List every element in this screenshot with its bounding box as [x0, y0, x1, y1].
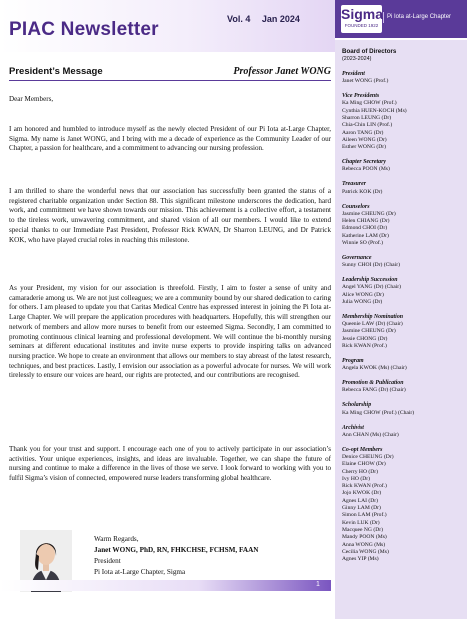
issue-info: [227, 14, 300, 24]
board-member: Rick KWAN (Prof.): [342, 343, 387, 350]
board-member: Ka Ming CHOW (Prof.): [342, 100, 397, 107]
signature-org: Pi Iota at-Large Chapter, Sigma: [94, 568, 186, 576]
board-member: Macquee NG (Dr): [342, 526, 384, 533]
board-member: Ka Ming CHOW (Prof.) (Chair): [342, 409, 415, 416]
board-member: Cherry HO (Dr): [342, 468, 379, 475]
board-member: Katherine LAM (Dr): [342, 232, 389, 239]
board-member: Patrick KOK (Dr): [342, 188, 383, 195]
board-group: [342, 380, 464, 395]
board-group-title: Scholarship: [342, 402, 372, 409]
board-member: Ann CHAN (Ms) (Chair): [342, 431, 399, 438]
board-member: Sunny CHOI (Dr) (Chair): [342, 262, 400, 269]
board-title: Board of Directors: [342, 48, 397, 55]
board-group: [342, 314, 464, 350]
heading-divider: [9, 80, 331, 81]
board-member: Jojo KWOK (Dr): [342, 490, 382, 497]
board-member: Rebecca POON (Ms): [342, 166, 390, 173]
paragraph-closing: Thank you for your trust and support. I encourage each one of you to actively participate in our association’s activities. Your unique experiences, insights, and ideas are invaluable. Together, we can shape the future of nursing and continue to make a difference in the lives of those we serve. I look forward to working with you to fulfil Sigma’s vision of connected, empowered nurse leaders transforming global healthcare.: [9, 445, 331, 483]
board-group: [342, 181, 464, 196]
issue-date: Jan 2024: [261, 14, 300, 24]
paragraph-charity: I am thrilled to share the wonderful news that our association has successfully been granted the status of a registered charitable organization under Section 88. This significant milestone underscores the dedication, hard work, and commitment we have shown towards our mission. This achievement is a collective effort, a testament to the tireless work, unwavering commitment, and shared vision of all our members. I would like to extend special thanks to our Immediate Past President, Professor Rick KWAN, Dr Sharron LEUNG, and Dr Patrick KOK, who have played crucial roles in reaching this milestone.: [9, 187, 331, 244]
message-heading: [9, 66, 331, 77]
board-group-title: Co-opt Members: [342, 446, 383, 453]
chapter-name: Pi Iota at-Large Chapter: [387, 14, 452, 20]
board-member: Angela KWOK (Ms) (Chair): [342, 365, 407, 372]
board-member: Rick KWAN (Prof.): [342, 483, 387, 490]
board-member: Ginny LAM (Dr): [342, 505, 381, 512]
board-member: Angel YANG (Dr) (Chair): [342, 284, 401, 291]
board-years: (2023-2024): [342, 56, 372, 62]
board-group-title: Promotion & Publication: [342, 380, 404, 387]
board-group: [342, 204, 464, 248]
board-group-title: Leadership Succession: [342, 277, 398, 284]
newsletter-title: PIAC Newsletter: [9, 19, 159, 40]
board-group: [342, 93, 464, 151]
board-group: [342, 255, 464, 270]
board-group: [342, 402, 464, 417]
volume-label: Vol. 4: [227, 14, 251, 24]
closing-phrase: Warm Regards,: [94, 535, 139, 543]
board-member: Jessie CHONG (Dr): [342, 335, 388, 342]
salutation: Dear Members,: [9, 95, 54, 103]
sigma-wordmark: [341, 5, 382, 33]
board-member: Edmond CHOI (Dr): [342, 225, 388, 232]
sigma-logo: [335, 0, 467, 38]
board-group-title: Governance: [342, 254, 372, 261]
board-group-title: Counselors: [342, 203, 370, 210]
page-number: 1: [316, 581, 320, 588]
board-group: [342, 277, 464, 306]
board-member: Chia-Chin LIN (Prof.): [342, 122, 393, 129]
sigma-logo-word: Sigma: [341, 6, 384, 22]
board-list: [342, 71, 464, 571]
board-member: Queenie LAW (Dr) (Chair): [342, 321, 403, 328]
board-group-title: Chapter Secretary: [342, 159, 387, 166]
board-member: Winnie SO (Prof.): [342, 240, 383, 247]
board-member: Jasmine CHEUNG (Dr): [342, 328, 396, 335]
board-group-title: President: [342, 71, 365, 77]
board-member: Kevin LUK (Dr): [342, 519, 380, 526]
board-member: Elaine CHOW (Dr): [342, 461, 386, 468]
message-heading-label: President’s Message: [9, 66, 103, 77]
board-member: Janet WONG (Prof.): [342, 78, 389, 85]
board-group: [342, 71, 464, 86]
signature-block: [94, 534, 330, 578]
board-member: Alice WONG (Dr): [342, 291, 384, 298]
board-group: [342, 425, 464, 440]
board-member: Cecilia WONG (Ms): [342, 548, 389, 555]
board-member: Aileen WONG (Dr): [342, 136, 387, 143]
board-member: Ivy HO (Dr): [342, 475, 370, 482]
board-member: Mandy POON (Ms): [342, 534, 387, 541]
board-member: Aaron TANG (Dr): [342, 129, 384, 136]
board-member: Anna WONG (Ms): [342, 541, 386, 548]
board-member: Agnes LAI (Dr): [342, 497, 379, 504]
board-sidebar: [335, 40, 467, 619]
board-group-title: Membership Nomination: [342, 313, 404, 320]
board-group: [342, 447, 464, 564]
board-member: Helen CHIANG (Dr): [342, 218, 390, 225]
board-member: Esther WONG (Dr): [342, 144, 387, 151]
board-group-title: Vice Presidents: [342, 93, 380, 100]
board-member: Denice CHEUNG (Dr): [342, 454, 394, 460]
board-member: Julia WONG (Dr): [342, 298, 383, 305]
footer-bar: [0, 580, 331, 591]
board-member: Jasmine CHEUNG (Dr): [342, 210, 396, 217]
paragraph-vision: As your President, my vision for our association is threefold. Firstly, I aim to foster a sense of unity and camaraderie among us. We are not just colleagues; we are a community bound by our shared dedication to caring for others. I am pleased to update you that Caritas Medical Centre has expressed interest in joining the Pi Iota at-Large Chapter. We will prepare the application procedures with headquarters. Hopefully, this will strengthen our network of members and allow more nurses to benefit from our esteemed Sigma. Secondly, I am committed to promoting continuous clinical learning and professional development. We will continue the bi-monthly nursing seminars at different educational institutes and invite nurse experts to provide inspiring talks on advanced nursing practice. We hope to create an environment that allows our members to stay abreast of the latest research, techniques, and best practices. Lastly, I envision our association as a powerful advocate for nurses. We will work tirelessly to ensure our voices are heard, our rights are protected, and our contributions are recognised.: [9, 284, 331, 380]
signature-title: President: [94, 557, 121, 565]
board-group: [342, 159, 464, 174]
message-author: Professor Janet WONG: [233, 66, 331, 77]
board-group-title: Treasurer: [342, 181, 366, 188]
sigma-logo-sub: FOUNDED 1922: [344, 23, 379, 28]
board-group-title: Program: [342, 357, 364, 364]
board-group: [342, 358, 464, 373]
board-group-title: Archivist: [342, 424, 364, 431]
board-member: Sharron LEUNG (Dr): [342, 115, 392, 122]
signature-name: Janet WONG, PhD, RN, FHKCHSE, FCHSM, FAAN: [94, 546, 259, 554]
paragraph-intro: I am honored and humbled to introduce myself as the newly elected President of our Pi Iota at-Large Chapter, Sigma. My name is Janet WONG, and I bring with me a decade of experience as the Community Leader of our Chapter, a passion for healthcare, and a commitment to advancing our nursing profession.: [9, 125, 331, 153]
board-member: Rebecca FANG (Dr) (Chair): [342, 387, 406, 394]
board-member: Cynthia HUEN-KOCH (Ms): [342, 107, 407, 114]
board-member: Simon LAM (Prof.): [342, 512, 387, 519]
board-member: Agnes YIP (Ms): [342, 556, 379, 563]
